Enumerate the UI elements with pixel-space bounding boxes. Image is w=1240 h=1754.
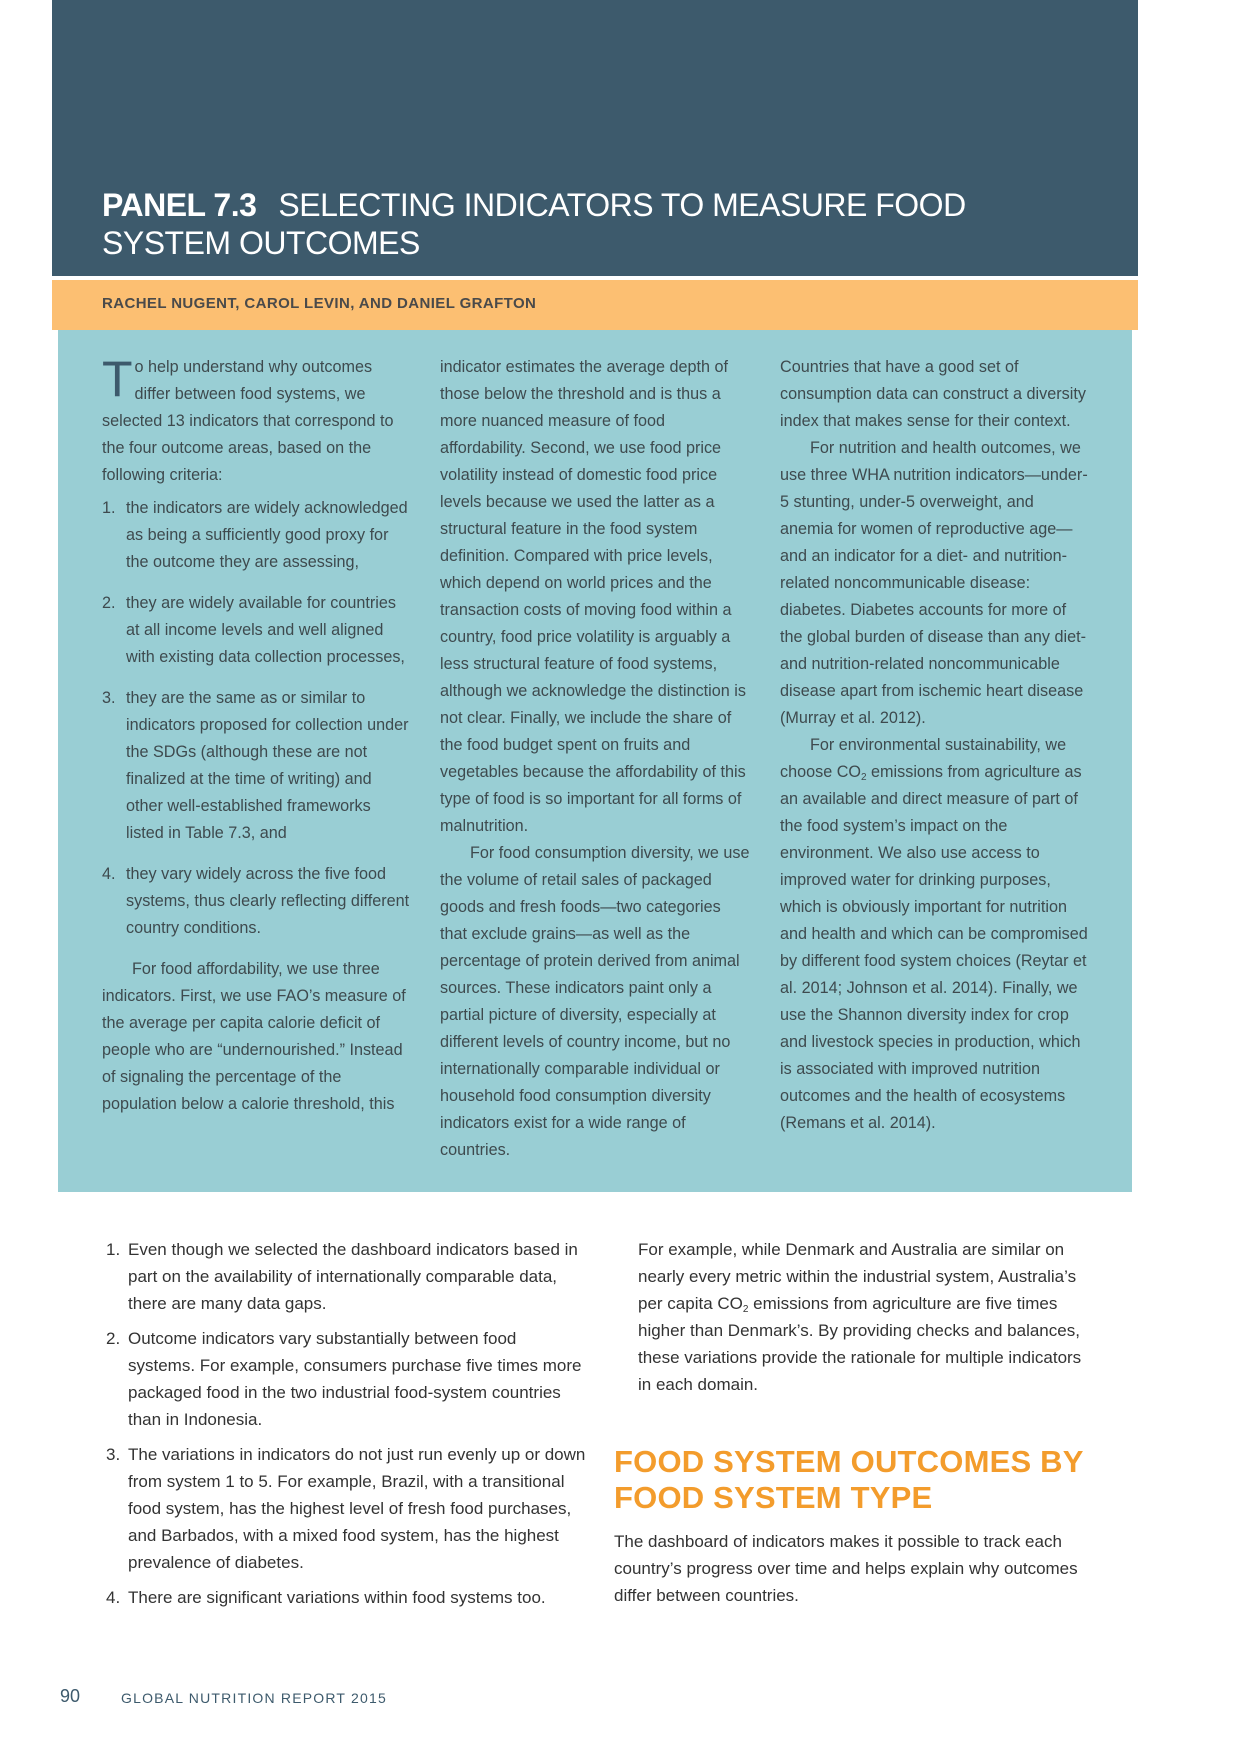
criteria-number: 1.	[102, 499, 116, 517]
denmark-australia-paragraph	[638, 1236, 1098, 1398]
findings-number: 4.	[106, 1588, 121, 1607]
co2-subscript: 2	[742, 1304, 749, 1315]
drop-cap: T	[102, 351, 133, 407]
diversity-index-paragraph: Countries that have a good set of consumption data can construct a diversity index that makes sense for their context.	[780, 358, 1086, 430]
criteria-item	[102, 861, 412, 942]
environmental-text-end: emissions from agriculture as an available and direct measure of part of the food system’s impact on the environment. We also use access to improved water for drinking purposes, which is obviously important for nutrition and health and which can be compromised by different food system choices (Reytar et al. 2014; Johnson et al. 2014). Finally, we use the Shannon diversity index for crop and livestock species in production, which is associated with improved nutrition outcomes and the health of ecosystems (Remans et al. 2014).	[780, 763, 1088, 1132]
criteria-number: 2.	[102, 594, 116, 612]
panel-column-1	[102, 351, 412, 1118]
findings-list	[106, 1236, 586, 1611]
criteria-number: 3.	[102, 689, 116, 707]
findings-number: 2.	[106, 1329, 121, 1348]
page-number: 90	[60, 1686, 81, 1706]
panel-number: PANEL 7.3	[102, 187, 257, 223]
panel-title	[102, 186, 1102, 262]
findings-item	[106, 1584, 586, 1611]
intro-text: o help understand why outcomes differ between food systems, we selected 13 indicators that correspond to the four outcome areas, based on the following criteria:	[102, 358, 394, 484]
findings-item	[106, 1441, 586, 1576]
panel-header-band	[52, 0, 1138, 276]
criteria-text: they are the same as or similar to indicators proposed for collection under the SDGs (although these are not finalized at the time of writing) and other well-established frameworks listed in Table 7.3, and	[126, 689, 409, 842]
panel-column-2	[440, 354, 750, 1164]
criteria-item	[102, 495, 412, 576]
findings-item	[106, 1236, 586, 1317]
findings-number: 1.	[106, 1240, 121, 1259]
panel-column-3	[780, 354, 1090, 1137]
footer-report-title: GLOBAL NUTRITION REPORT 2015	[121, 1690, 387, 1706]
authors-band	[52, 280, 1138, 330]
panel-body	[58, 330, 1132, 1192]
criteria-text: they are widely available for countries at all income levels and well aligned with existing data collection processes,	[126, 594, 405, 666]
denmark-text-start: For example, while Denmark and Australia are similar on nearly every metric within the industrial system, Australia’s per capita CO	[638, 1240, 1077, 1313]
environmental-text-start: For environmental sustainability, we choose CO	[780, 736, 1067, 781]
section-heading: FOOD SYSTEM OUTCOMES BY FOOD SYSTEM TYPE	[614, 1444, 1084, 1515]
environmental-paragraph	[780, 732, 1090, 1137]
co2-subscript: 2	[860, 772, 867, 783]
panel-intro-paragraph	[102, 351, 412, 489]
criteria-number: 4.	[102, 865, 116, 883]
criteria-item	[102, 590, 412, 671]
findings-text: The variations in indicators do not just run evenly up or down from system 1 to 5. For example, Brazil, with a transitional food system, has the highest level of fresh food purchases, and Barbados, with a mixed food system, has the highest prevalence of diabetes.	[128, 1445, 586, 1572]
criteria-text: the indicators are widely acknowledged as being a sufficiently good proxy for the outcome they are assessing,	[126, 499, 408, 571]
panel-authors: RACHEL NUGENT, CAROL LEVIN, AND DANIEL GRAFTON	[102, 295, 537, 312]
affordability-paragraph: For food affordability, we use three indicators. First, we use FAO’s measure of the average per capita calorie deficit of people who are “undernourished.” Instead of signaling the percentage of the population below a calorie threshold, this	[102, 960, 406, 1113]
nutrition-health-paragraph: For nutrition and health outcomes, we use three WHA nutrition indicators—under-5 stunting, under-5 overweight, and anemia for women of reproductive age—and an indicator for a diet- and nutrition-related noncommunicable disease: diabetes. Diabetes accounts for more of the global burden of disease than any diet- and nutrition-related noncommunicable disease apart from ischemic heart disease (Murray et al. 2012).	[780, 439, 1088, 727]
findings-text: There are significant variations within food systems too.	[128, 1588, 546, 1607]
criteria-list	[102, 495, 412, 942]
consumption-diversity-paragraph: For food consumption diversity, we use the volume of retail sales of packaged goods and fresh foods—two categories that exclude grains—as well as the percentage of protein derived from animal sources. These indicators paint only a partial picture of diversity, especially at different levels of country income, but no internationally comparable individual or household food consumption diversity indicators exist for a wide range of countries.	[440, 844, 750, 1159]
findings-item	[106, 1325, 586, 1433]
criteria-text: they vary widely across the five food systems, thus clearly reflecting different country conditions.	[126, 865, 410, 937]
findings-text: Even though we selected the dashboard indicators based in part on the availability of internationally comparable data, there are many data gaps.	[128, 1240, 578, 1313]
denmark-text-end: emissions from agriculture are five times higher than Denmark’s. By providing checks and balances, these variations provide the rationale for multiple indicators in each domain.	[638, 1294, 1082, 1394]
findings-number: 3.	[106, 1445, 121, 1464]
findings-text: Outcome indicators vary substantially between food systems. For example, consumers purchase five times more packaged food in the two industrial food-system countries than in Indonesia.	[128, 1329, 582, 1429]
price-volatility-paragraph: indicator estimates the average depth of those below the threshold and is thus a more nuanced measure of food affordability. Second, we use food price volatility instead of domestic food price levels because we used the latter as a structural feature in the food system definition. Compared with price levels, which depend on world prices and the transaction costs of moving food within a country, food price volatility is arguably a less structural feature of food systems, although we acknowledge the distinction is not clear. Finally, we include the share of the food budget spent on fruits and vegetables because the affordability of this type of food is so important for all forms of malnutrition.	[440, 358, 746, 835]
findings-list-block	[106, 1236, 586, 1619]
panel-title-text: SELECTING INDICATORS TO MEASURE FOOD SYSTEM OUTCOMES	[102, 187, 966, 261]
section-paragraph: The dashboard of indicators makes it possible to track each country’s progress over time and helps explain why outcomes differ between countries.	[614, 1532, 1078, 1605]
criteria-item	[102, 685, 412, 847]
